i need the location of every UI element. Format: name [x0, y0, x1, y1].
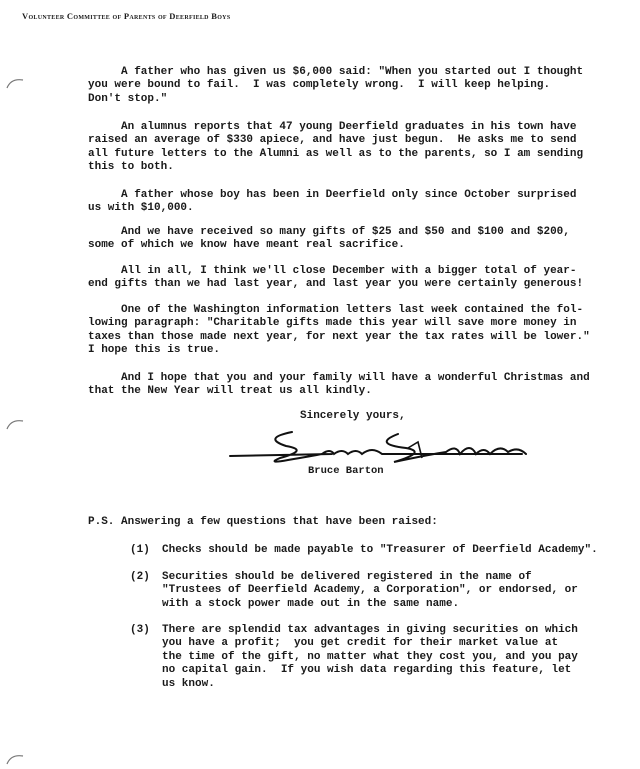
ps-item-2-number: (2): [130, 571, 150, 583]
margin-hole-mark-bottom: [5, 752, 25, 766]
letterhead: Volunteer Committee of Parents of Deerfield Boys: [22, 11, 231, 21]
paragraph-year-end-total: All in all, I think we'll close December with a bigger total of year- end gifts than we had last year, and last year you were certainly generous!: [88, 265, 584, 291]
signer-name: Bruce Barton: [308, 465, 384, 477]
ps-item-1-text: Checks should be made payable to "Treasurer of Deerfield Academy".: [162, 544, 598, 556]
paragraph-father-6000: A father who has given us $6,000 said: "When you started out I thought you were bound to fail. I was completely wrong. I will keep helping. Don't stop.": [88, 66, 584, 105]
ps-item-1-number: (1): [130, 544, 150, 556]
paragraph-small-gifts: And we have received so many gifts of $25 and $50 and $100 and $200, some of which we know have meant real sacrifice.: [88, 226, 570, 252]
ps-item-3-text: There are splendid tax advantages in giving securities on which you have a profit; you get credit for their market value at the time of the gift, no matter what they cost you, and you pay no capital gain. If you wish data regarding this feature, let us know.: [162, 624, 578, 690]
ps-item-2-text: Securities should be delivered registered in the name of "Trustees of Deerfield Academy, a Corporation", or endorsed, or with a stock power made out in the same name.: [162, 571, 578, 610]
ps-intro: P.S. Answering a few questions that have been raised:: [88, 516, 438, 528]
paragraph-tax-information: One of the Washington information letters last week contained the fol- lowing paragraph: "Charitable gifts made this year will save more money in taxes than those made next year, for next year the tax rates will be lower." I hope this is true.: [88, 304, 590, 357]
closing-salutation: Sincerely yours,: [300, 410, 406, 422]
ps-item-3-number: (3): [130, 624, 150, 636]
paragraph-father-10000: A father whose boy has been in Deerfield only since October surprised us with $10,000.: [88, 189, 577, 215]
margin-hole-mark-middle: [5, 417, 25, 431]
paragraph-christmas-wishes: And I hope that you and your family will have a wonderful Christmas and that the New Year will treat us all kindly.: [88, 372, 590, 398]
margin-hole-mark-top: [5, 76, 25, 90]
paragraph-alumnus-report: An alumnus reports that 47 young Deerfield graduates in his town have raised an average of $330 apiece, and have just begun. He asks me to send all future letters to the Alumni as well as to the parents, so I am sending this to both.: [88, 121, 584, 174]
